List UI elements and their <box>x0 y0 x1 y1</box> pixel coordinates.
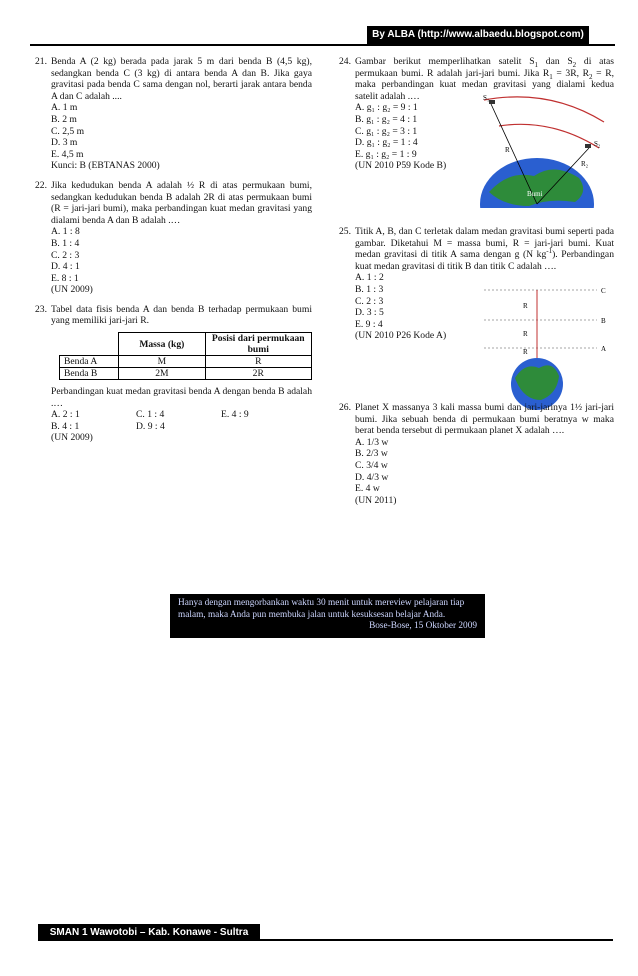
option-e: E. 8 : 1 <box>51 272 79 284</box>
option-e: E. 4 w <box>355 483 380 495</box>
question-source: (UN 2010 P59 Kode B) <box>355 160 447 172</box>
question-source: (UN 2009) <box>51 432 93 444</box>
option-b: B. g₁ : g₂ = 4 : 1 <box>355 113 418 125</box>
table-header-empty <box>60 333 119 356</box>
option-e: E. 4 : 9 <box>221 409 249 421</box>
question-24 <box>339 56 614 216</box>
option-e: E. g₁ : g₂ = 1 : 9 <box>355 148 417 160</box>
question-text: Gambar berikut memperlihatkan satelit $S_1$ dan $S_2$ di atas permukaan bumi. R adalah jari-jari bumi. Jika $R_1 = 3R$, $R_2 = R$, maka perbandingan kuat medan gravitasi yang dialami kedua satelit adalah .… <box>355 56 614 102</box>
question-26 <box>339 402 614 506</box>
table-header-mass: Massa (kg) <box>119 333 205 356</box>
footer-rule <box>38 939 613 941</box>
option-a: A. 2 : 1 <box>51 409 80 421</box>
option-d: D. 4 : 1 <box>51 261 80 273</box>
option-a: A. 1/3 w <box>355 436 389 448</box>
label-a: A <box>601 345 607 353</box>
question-number: 26. <box>339 402 351 413</box>
label-earth: Bumi <box>527 190 543 198</box>
option-b: B. 2/3 w <box>355 448 388 460</box>
option-c: C. g₁ : g₂ = 3 : 1 <box>355 125 418 137</box>
page-footer-banner: SMAN 1 Wawotobi – Kab. Konawe - Sultra <box>38 924 260 941</box>
option-a: A. 1 : 8 <box>51 226 80 238</box>
label-r2: R₂ <box>581 160 589 168</box>
option-a: A. 1 m <box>51 102 78 114</box>
table-cell: Benda A <box>60 356 119 368</box>
quote-signature: Bose-Bose, 15 Oktober 2009 <box>369 621 477 631</box>
label-s1: S₁ <box>483 94 490 102</box>
question-number: 24. <box>339 56 351 67</box>
label-r: R <box>505 146 510 154</box>
question-22 <box>35 180 312 296</box>
option-b: B. 1 : 4 <box>51 237 80 249</box>
satellite-s1-icon <box>489 100 495 104</box>
page-header-banner: By ALBA (http://www.albaedu.blogspot.com) <box>367 26 589 44</box>
left-column <box>35 56 312 452</box>
question-text: Titik A, B, dan C terletak dalam medan gravitasi bumi seperti pada gambar. Diketahui M = massa bumi, R = jari-jari bumi. Kuat medan gravitasi di titik A sama dengan g (N $kg^{-1}$). Perbandingan kuat medan gravitasi di titik B dan titik C adalah …. <box>355 226 614 272</box>
label-c: C <box>601 288 606 295</box>
data-table <box>59 332 312 380</box>
option-b: B. 2 m <box>51 113 77 125</box>
table-cell: R <box>205 356 311 368</box>
option-e: E. 4,5 m <box>51 148 84 160</box>
question-source: (UN 2011) <box>355 494 397 506</box>
question-23 <box>35 304 312 444</box>
question-source: (UN 2010 P26 Kode A) <box>355 330 447 342</box>
points-figure <box>479 288 614 410</box>
label-r-1: R <box>523 302 528 310</box>
question-number: 21. <box>35 56 47 67</box>
table-row <box>60 356 312 368</box>
table-header-position: Posisi dari permukaan bumi <box>205 333 311 356</box>
option-b: B. 4 : 1 <box>51 420 80 432</box>
label-r-3: R <box>523 348 528 356</box>
satellite-figure <box>479 92 609 208</box>
question-text: Tabel data fisis benda A dan benda B terhadap permukaan bumi yang memiliki jari-jari R. <box>51 303 312 327</box>
option-d: D. 3 m <box>51 137 78 149</box>
table-cell: Benda B <box>60 368 119 380</box>
option-c: C. 3/4 w <box>355 459 388 471</box>
right-column <box>339 56 614 514</box>
option-e: E. 9 : 4 <box>355 318 383 330</box>
option-d: D. 4/3 w <box>355 471 389 483</box>
options-row-1 <box>51 409 312 421</box>
question-text-2: Perbandingan kuat medan gravitasi benda A dengan benda B adalah .… <box>51 386 312 409</box>
question-number: 23. <box>35 303 47 315</box>
question-25 <box>339 226 614 394</box>
question-source: (UN 2009) <box>51 284 93 296</box>
question-21 <box>35 56 312 172</box>
header-rule <box>30 44 615 46</box>
label-r-2: R <box>523 330 528 338</box>
table-cell: 2M <box>119 368 205 380</box>
table-row <box>60 368 312 380</box>
question-number: 22. <box>35 179 47 191</box>
question-text: Jika kedudukan benda A adalah ½ R di atas permukaan bumi, sedangkan kedudukan benda B adalah 2R di atas permukaan bumi (R = jari-jari bumi), maka perbandingan kuat medan gravitasi yang dialami benda A dan B adalah .… <box>51 179 312 226</box>
question-text: Planet X massanya 3 kali massa bumi dan jari-jarinya 1½ jari-jari bumi. Jika sebuah benda di permukaan bumi beratnya w maka berat benda tersebut di permukaan planet X adalah …. <box>355 402 614 437</box>
option-d: D. 9 : 4 <box>136 420 165 432</box>
options-row-2 <box>51 421 312 433</box>
table-cell: 2R <box>205 368 311 380</box>
quote-text: Hanya dengan mengorbankan waktu 30 menit untuk mereview pelajaran tiap malam, maka Anda pun membuka jalan untuk kesuksesan belajar Anda. <box>178 598 465 620</box>
option-a: A. 1 : 2 <box>355 272 384 284</box>
table-cell: M <box>119 356 205 368</box>
question-number: 25. <box>339 226 351 237</box>
label-b: B <box>601 317 606 325</box>
option-c: C. 2 : 3 <box>355 295 384 307</box>
option-c: C. 2,5 m <box>51 125 85 137</box>
label-s2: S₂ <box>594 140 601 148</box>
orbit-inner <box>499 124 599 148</box>
question-source: Kunci: B (EBTANAS 2000) <box>51 160 160 172</box>
option-c: C. 2 : 3 <box>51 249 80 261</box>
option-a: A. g₁ : g₂ = 9 : 1 <box>355 102 418 114</box>
question-text: Benda A (2 kg) berada pada jarak 5 m dari benda B (4,5 kg), sedangkan benda C (3 kg) di antara benda A dan B. Jika gaya gravitasi pada benda C sama dengan nol, berarti jarak antara benda A dan C adalah .... <box>51 56 312 102</box>
option-b: B. 1 : 3 <box>355 283 384 295</box>
motivational-quote-box <box>170 594 485 638</box>
satellite-s2-icon <box>585 144 591 148</box>
orbit-outer <box>484 97 604 122</box>
option-c: C. 1 : 4 <box>136 409 165 421</box>
option-d: D. g₁ : g₂ = 1 : 4 <box>355 137 418 149</box>
option-d: D. 3 : 5 <box>355 307 384 319</box>
